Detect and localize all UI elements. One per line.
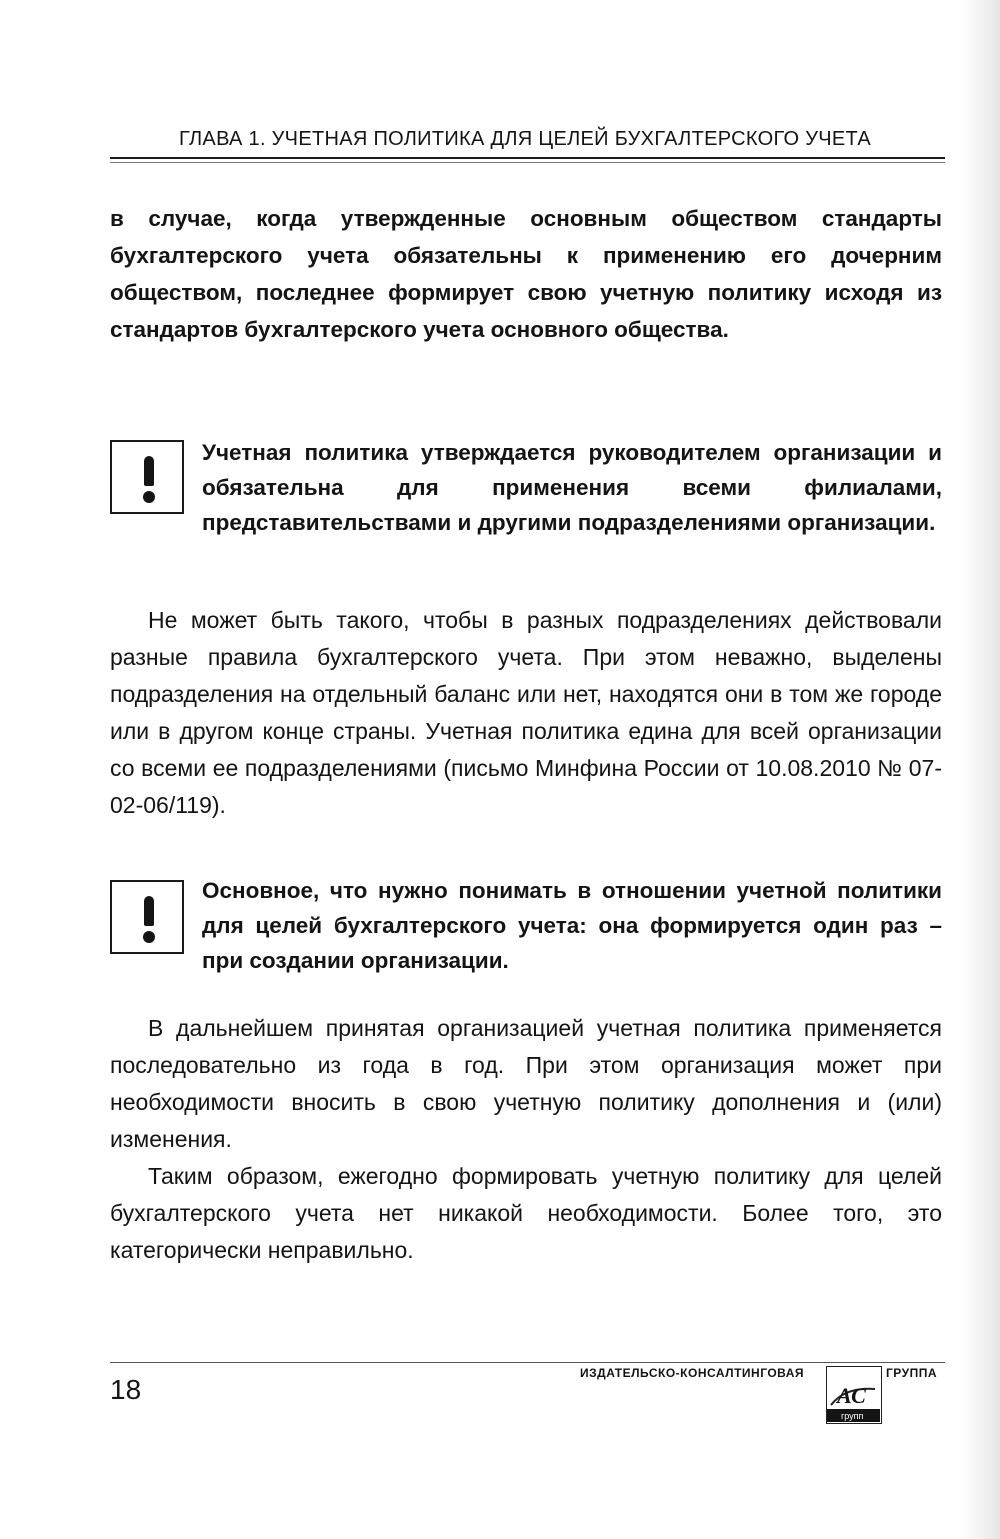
exclamation-icon: [110, 440, 184, 514]
logo-sub: групп: [841, 1411, 864, 1421]
page-number: 18: [110, 1374, 142, 1405]
paragraph-1: в случае, когда утвержденные основным обществом стандарты бухгалтерского учета обязательны к применению его дочерним обществом, последнее формирует свою учетную политику исходя из стандартов бухгалтерского учета основного общества.: [110, 206, 942, 342]
note-1: Учетная политика утверждается руководителем организации и обязательна для применения всеми филиалами, представительствами и другими подразделениями организации.: [202, 440, 942, 535]
footer-rule: [110, 1362, 945, 1363]
header-rule: [110, 157, 945, 159]
paragraph-2: Не может быть такого, чтобы в разных подразделениях действовали разные правила бухгалтерского учета. При этом неважно, выделены подразделения на отдельный баланс или нет, находятся они в том же городе или в другом конце страны. Учетная политика едина для всей организации со всеми ее подразделениями (письмо Минфина России от 10.08.2010 № 07-02-06/119).: [110, 607, 942, 818]
publisher-group: ГРУППА: [886, 1366, 938, 1380]
note-2: Основное, что нужно понимать в отношении учетной политики для целей бухгалтерского учета: она формируется один раз – при создании организации.: [202, 878, 942, 973]
publisher-name: ИЗДАТЕЛЬСКО-КОНСАЛТИНГОВАЯ: [580, 1366, 805, 1380]
header-rule-thin: [110, 162, 945, 163]
running-header: ГЛАВА 1. УЧЕТНАЯ ПОЛИТИКА ДЛЯ ЦЕЛЕЙ БУХГАЛТЕРСКОГО УЧЕТА: [179, 128, 871, 150]
logo-letters: АС: [837, 1383, 866, 1408]
publisher-logo: [826, 1366, 882, 1424]
exclamation-icon: [110, 880, 184, 954]
paragraph-4: Таким образом, ежегодно формировать учетную политику для целей бухгалтерского учета нет никакой необходимости. Более того, это категорически неправильно.: [110, 1163, 942, 1263]
page-edge-shadow: [960, 0, 1000, 1539]
publisher-logo-mark: [827, 1367, 880, 1422]
paragraph-3: В дальнейшем принятая организацией учетная политика применяется последовательно из года в год. При этом организация может при необходимости вносить в свою учетную политику дополнения и (или) изменения.: [110, 1015, 942, 1152]
